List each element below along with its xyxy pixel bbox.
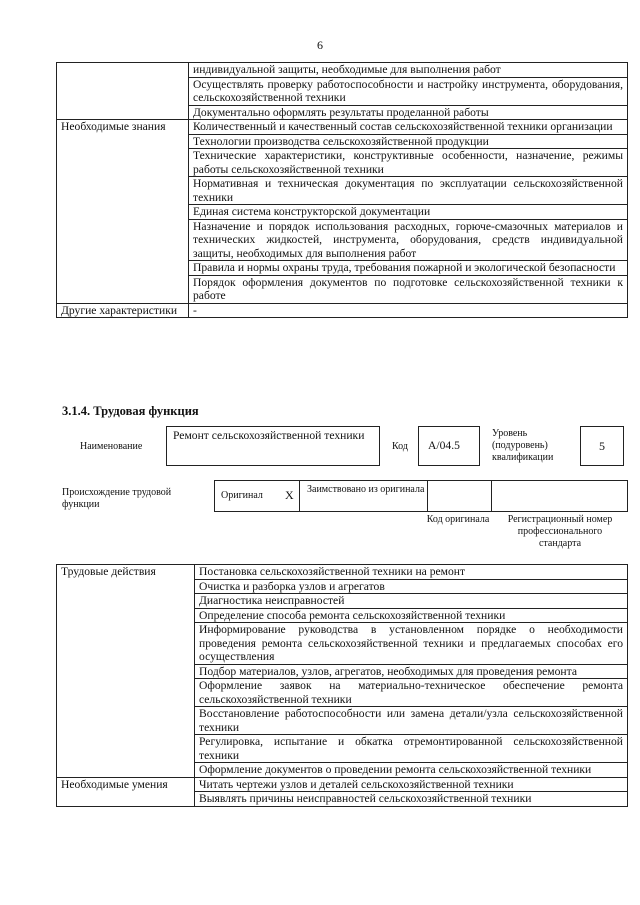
origin-box bbox=[214, 480, 628, 512]
table-cell: Порядок оформления документов по подготовке сельскохозяйственной техники к работе bbox=[189, 275, 628, 303]
table-cell: Очистка и разборка узлов и агрегатов bbox=[195, 579, 628, 594]
bottom-table bbox=[56, 564, 628, 807]
level-label: Уровень (подуровень) квалификации bbox=[492, 428, 554, 463]
top-table bbox=[56, 62, 628, 318]
table-cell: Информирование руководства в установленном порядке о необходимости проведения ремонта сельскохозяйственной техники и предлагаемых способах его осуществления bbox=[195, 623, 628, 665]
table-row bbox=[57, 565, 628, 580]
table-cell: Количественный и качественный состав сельскохозяйственной техники организации bbox=[189, 120, 628, 135]
reg-number-caption: Регистрационный номер профессионального стандарта bbox=[507, 514, 613, 549]
code-label: Код bbox=[392, 441, 408, 452]
name-value-box bbox=[166, 426, 380, 466]
table-cell: индивидуальной защиты, необходимые для выполнения работ bbox=[189, 63, 628, 78]
code-of-original-caption: Код оригинала bbox=[426, 514, 490, 525]
table-cell: Технологии производства сельскохозяйственной продукции bbox=[189, 134, 628, 149]
original-label: Оригинал bbox=[221, 490, 263, 501]
origin-divider bbox=[427, 481, 428, 511]
table-cell: Подбор материалов, узлов, агрегатов, необходимых для проведения ремонта bbox=[195, 664, 628, 679]
table-cell: Выявлять причины неисправностей сельскохозяйственной техники bbox=[195, 792, 628, 807]
row-label bbox=[57, 63, 189, 120]
table-cell: Восстановление работоспособности или замена детали/узла сельскохозяйственной техники bbox=[195, 707, 628, 735]
table-cell: Осуществлять проверку работоспособности и настройку инструмента, оборудования, сельскохозяйственной техники bbox=[189, 77, 628, 105]
bottom-table-body bbox=[57, 565, 628, 807]
table-cell: - bbox=[189, 303, 628, 318]
table-cell: Единая система конструкторской документации bbox=[189, 205, 628, 220]
borrowed-label: Заимствовано из оригинала bbox=[307, 484, 425, 495]
table-cell: Документально оформлять результаты проделанной работы bbox=[189, 105, 628, 120]
table-cell: Определение способа ремонта сельскохозяйственной техники bbox=[195, 608, 628, 623]
table-row bbox=[57, 120, 628, 135]
origin-divider bbox=[299, 481, 300, 511]
table-row bbox=[57, 63, 628, 78]
row-label: Необходимые знания bbox=[57, 120, 189, 304]
table-cell: Технические характеристики, конструктивные особенности, назначение, режимы работы сельскохозяйственной техники bbox=[189, 149, 628, 177]
table-cell: Назначение и порядок использования расходных, горюче-смазочных материалов и технических жидкостей, инструмента, оборудования, средств индивидуальной защиты, необходимых для выполнения работ bbox=[189, 219, 628, 261]
level-value-box bbox=[580, 426, 624, 466]
code-value: A/04.5 bbox=[428, 439, 460, 452]
original-mark: X bbox=[285, 488, 294, 502]
table-cell: Регулировка, испытание и обкатка отремонтированной сельскохозяйственной техники bbox=[195, 735, 628, 763]
origin-label: Происхождение трудовой функции bbox=[62, 487, 172, 510]
table-cell: Оформление документов о проведении ремонта сельскохозяйственной техники bbox=[195, 763, 628, 778]
code-value-box bbox=[418, 426, 480, 466]
table-row bbox=[57, 303, 628, 318]
row-label: Другие характеристики bbox=[57, 303, 189, 318]
table-row bbox=[57, 777, 628, 792]
section-heading: 3.1.4. Трудовая функция bbox=[62, 404, 199, 418]
name-label: Наименование bbox=[80, 441, 143, 452]
origin-divider bbox=[491, 481, 492, 511]
table-cell: Правила и нормы охраны труда, требования пожарной и экологической безопасности bbox=[189, 261, 628, 276]
name-value: Ремонт сельскохозяйственной техники bbox=[173, 429, 365, 442]
table-cell: Постановка сельскохозяйственной техники на ремонт bbox=[195, 565, 628, 580]
table-cell: Диагностика неисправностей bbox=[195, 594, 628, 609]
row-label: Необходимые умения bbox=[57, 777, 195, 806]
table-cell: Нормативная и техническая документация по эксплуатации сельскохозяйственной техники bbox=[189, 177, 628, 205]
top-table-body bbox=[57, 63, 628, 318]
page-number: 6 bbox=[317, 38, 323, 52]
table-cell: Читать чертежи узлов и деталей сельскохозяйственной техники bbox=[195, 777, 628, 792]
table-cell: Оформление заявок на материально-техническое обеспечение ремонта сельскохозяйственной техники bbox=[195, 679, 628, 707]
level-value: 5 bbox=[599, 439, 605, 453]
row-label: Трудовые действия bbox=[57, 565, 195, 778]
